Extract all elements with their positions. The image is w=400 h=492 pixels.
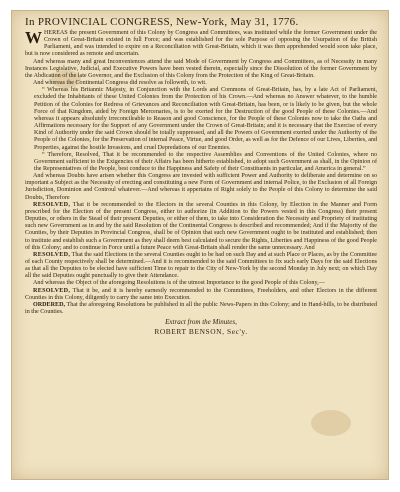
whereas-paragraph bbox=[25, 59, 377, 80]
ordered-heading: ORDERED, bbox=[33, 301, 65, 308]
whereas-paragraph bbox=[25, 280, 377, 287]
document-title bbox=[25, 16, 377, 29]
paper-stain bbox=[311, 410, 351, 436]
resolved-heading: RESOLVED, bbox=[33, 201, 71, 208]
paragraph-text: “ Whereas his Britannic Majesty, in Conjunction with the Lords and Commons of Great-Britain, has, by a late Act of Parliament, excluded the Inhabitants of these United Colonies from the Protection of his Crown.—And whereas no Answer whatever, to the humble Petition of the Colonies for Redress of Grievances and Reconciliation with Great-Britain, has been, or is likely to be given, but the whole Force of that Kingdom, aided by Foreign Mercenaries, is to be exerted for the Destruction of the good People of these Colonies.—And whereas it appears absolutely irreconcileable to Reason and good Conscience, for the People of these Colonies now to take the Oaths and Affirmations necessary for the Support of any Government under the Crown of Great-Britain; and it is necessary that the Exercise of every Kind of Authority under the said Crown should be totally suppressed, and all the Powers of Government exerted under the Authority of the People of the Colonies, for the Preservation of internal Peace, Virtue, and good Order, as well as for the Defence of our Lives, Liberties, and Properties, against the hostile Invasions, and cruel Depredations of our Enemies. bbox=[34, 87, 377, 151]
resolved-heading: RESOLVED, bbox=[33, 287, 71, 294]
paragraph-text: And whereas the Continental Congress did resolve as followeth, to wit. bbox=[33, 80, 207, 87]
resolved-paragraph bbox=[25, 202, 377, 252]
ordered-paragraph bbox=[25, 302, 377, 316]
quoted-resolution bbox=[25, 87, 377, 151]
paragraph-text: And whereas the Object of the aforegoing Resolutions is of the utmost Importance to the good People of this Colony,— bbox=[33, 280, 325, 287]
paragraph-text: That it be, and it is hereby earnestly recommended to the Committees, Freeholders, and other Electors in the different Counties in this Colony, diligently to carry the same into Execution. bbox=[25, 287, 377, 301]
paragraph-text: That the aforegoing Resolutions be published in all the public News-Papers in this Colony; and in Hand-bills, to be distributed in the Counties. bbox=[25, 301, 377, 316]
resolved-heading: RESOLVED, bbox=[33, 251, 71, 258]
title-text: In PROVINCIAL CONGRESS, New-York, May 31, 1776. bbox=[25, 16, 299, 28]
signature: ROBERT BENSON, Sec'y. bbox=[154, 327, 248, 337]
drop-cap: W bbox=[25, 28, 42, 47]
document-body bbox=[25, 16, 377, 336]
quoted-resolution bbox=[25, 152, 377, 173]
preamble-paragraph bbox=[25, 30, 377, 59]
paragraph-text: “ Therefore, Resolved, That it be recommended to the respective Assemblies and Conventions of the United Colonies, where no Government sufficient to the Exigencies of their Affairs has been hitherto established, to adopt such Government as shall, in the Opinion of the Representatives of the People, best conduce to the Happiness and Safety of their Constituents in particular, and America in general.” bbox=[34, 151, 377, 172]
paragraph-text: That it be recommended to the Electors in the several Counties in this Colony, by Election in the Manner and Form prescribed for the Election of the present Congress, either to authorize (in Addition to the Powers vested in this Congress) their present Deputies, or others in the Stead of their present Deputies, or either of them, to take into Consideration the Necessity and Propriety of instituting such new Government as in and by the said Resolution of the Continental Congress is described and recommended; And if the Majority of the Counties, by their Deputies in Provincial Congress, shall be of Opinion that such new Government ought to be instituted and established; then to institute and establish such a Government as they shall deem best calculated to secure the Rights, Liberties and Happiness of the good People of this Colony; and to continue in Force until a future Peace with Great-Britain shall render the same unnecessary. And bbox=[25, 201, 377, 251]
paragraph-text: And whereas many and great Inconveniences attend the said Mode of Government by Congress and Committees, as of Necessity in many Instances Legislative, Judicial, and Executive Powers have been vested therein, especially since the Dissolution of the former Government by the Abdication of the late Governor, and the Exclusion of this Colony from the Protection of the King of Great-Britain. bbox=[25, 58, 377, 79]
paragraph-text: HEREAS the present Government of this Colony by Congress and Committees, was instituted while the former Government under the Crown of Great-Britain existed in full Force; and was established for the sole Purpose of opposing the Usurpation of the British Parliament, and was intended to expire on a Reconciliation with Great-Britain, which it was then apprehended would soon take place, but is now considered as remote and uncertain. bbox=[25, 30, 377, 58]
document-footer bbox=[25, 318, 377, 336]
extract-note: Extract from the Minutes, bbox=[165, 318, 237, 327]
paragraph-text: That the said Elections in the several Counties ought to be had on such Day and at such Place or Places, as by the Committee of each County respectively shall be determined.—And it is recommended to the said Committees to fix such early Days for the said Elections as that all the Deputies to be elected have sufficient Time to repair to the City of New-York by the second Monday in July next; on which Day all the said Deputies ought punctually to give their Attendance. bbox=[25, 251, 377, 280]
resolved-paragraph bbox=[25, 252, 377, 281]
whereas-paragraph bbox=[25, 173, 377, 202]
resolved-paragraph bbox=[25, 288, 377, 302]
broadside-page bbox=[11, 10, 389, 480]
paragraph-text: And whereas Doubts have arisen whether this Congress are invested with sufficient Power and Authority to deliberate and determine on so important a Subject as the Necessity of erecting and constituting a new Form of Government and internal Police, to the Exclusion of all Foreign Jurisdiction, Dominion and Controul whatever.—And whereas it appertains of Right solely to the People of this Colony to determine the said Doubts, Therefore bbox=[25, 173, 377, 201]
